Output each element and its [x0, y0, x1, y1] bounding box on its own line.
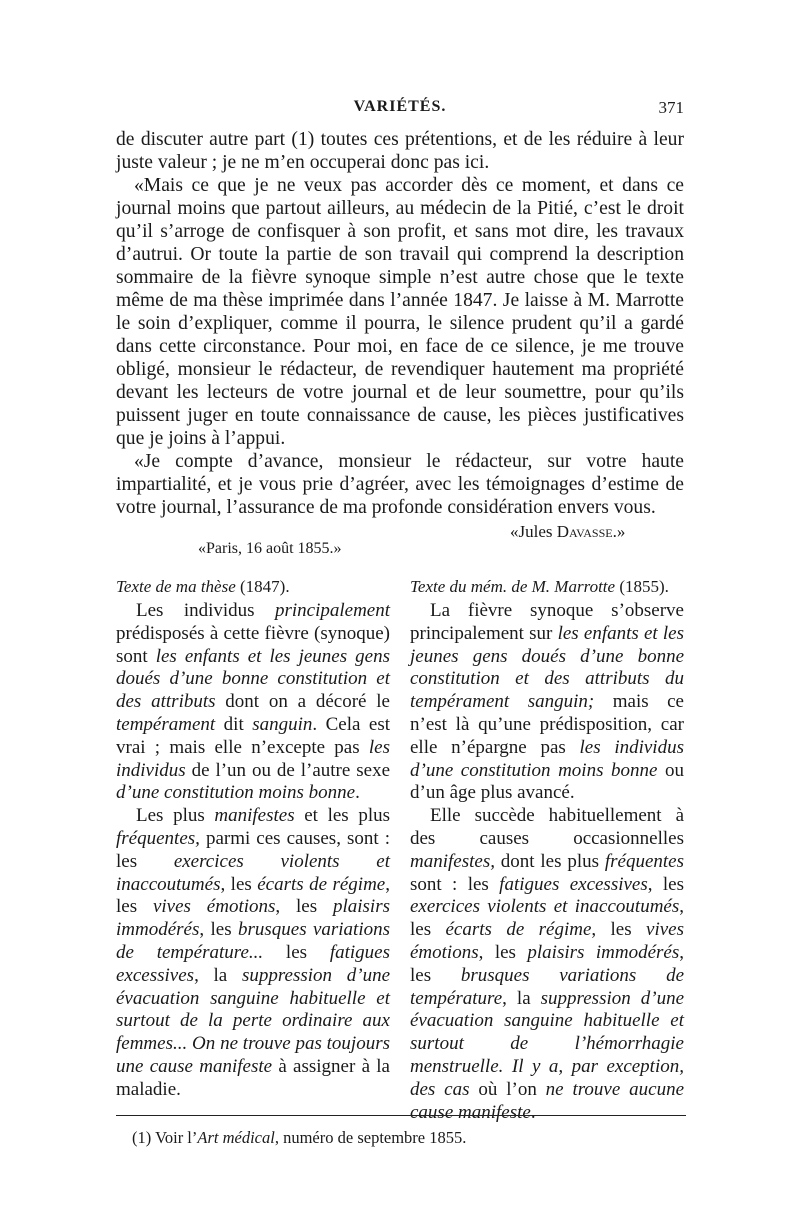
- text-run: suppression d’une évacuation sanguine habituelle et surtout de l’hémorrhagie menstruelle. Il y a, par exception, des cas: [410, 987, 685, 1100]
- footnote-title: Art médical: [197, 1128, 275, 1147]
- footnote-rule: [116, 1115, 686, 1116]
- text-run: ou d’un âge plus avancé.: [410, 759, 684, 804]
- right-paragraph-2: [410, 805, 684, 1124]
- signature-suffix: »: [616, 522, 626, 541]
- text-run: plaisirs immodérés: [116, 896, 391, 941]
- running-title: VARIÉTÉS.: [353, 98, 447, 115]
- text-run: , la: [194, 964, 242, 986]
- text-run: dont on a décoré le: [215, 691, 390, 713]
- signature-name: Davasse.: [556, 522, 617, 541]
- footnote-rest: , numéro de septembre 1855.: [274, 1128, 467, 1147]
- left-column: [116, 600, 390, 1102]
- footnote-lead: (1) Voir l’: [132, 1128, 198, 1147]
- text-run: fréquentes: [604, 850, 684, 872]
- text-run: dit: [215, 713, 253, 735]
- text-run: , les: [591, 919, 647, 941]
- text-run: dont les plus: [494, 850, 605, 872]
- text-run: vives émotions: [410, 919, 684, 963]
- text-run: exercices violents et inaccoutumés: [410, 896, 680, 918]
- text-run: La fièvre synoque s’observe principalement sur: [410, 600, 684, 644]
- text-run: . Cela est vrai ; mais elle n’excepte pas: [116, 713, 390, 758]
- text-run: manifestes: [214, 805, 295, 827]
- text-run: , les: [410, 941, 684, 986]
- text-run: les individus d’une constitution moins bonne: [410, 736, 684, 781]
- text-run: Les individus: [136, 600, 275, 621]
- text-run: fatigues excessives: [116, 941, 390, 986]
- text-run: de l’un ou de l’autre sexe: [185, 759, 390, 781]
- text-run: , les: [220, 873, 258, 895]
- text-run: brusques variations de température...: [116, 919, 390, 963]
- text-run: .: [530, 1101, 536, 1123]
- left-heading-title: Texte de ma thèse: [116, 577, 236, 596]
- text-run: , les: [275, 896, 333, 918]
- text-run: d’une constitution moins bonne: [116, 782, 356, 804]
- text-run: , les: [116, 873, 390, 918]
- dateline: «Paris, 16 août 1855.»: [198, 540, 342, 557]
- paragraph-continuation: de discuter autre part (1) toutes ces prétentions, et de les réduire à leur juste valeur ; je ne m’en occuperai donc pas ici.: [116, 129, 684, 173]
- right-heading-year: (1855).: [615, 577, 669, 596]
- right-heading-title: Texte du mém. de M. Marrotte: [410, 577, 616, 596]
- paragraph-claim: «Mais ce que je ne veux pas accorder dès ce moment, et dans ce journal moins que partout ailleurs, au médecin de la Pitié, c’est le droit qu’il s’arroge de confisquer à son profit, et sans mot dire, les travaux d’autrui. Or toute la partie de son travail qui comprend la description sommaire de la fièvre synoque simple n’est autre chose que le texte même de ma thèse imprimée dans l’année 1847. Je laisse à M. Marrotte le soin d’expliquer, comme il pourra, le silence prudent qu’il a gardé dans cette circonstance. Pour moi, en face de ce silence, je me trouve obligé, monsieur le rédacteur, de revendiquer hautement ma propriété devant les lecteurs de votre journal et de leur soumettre, pour qu’ils puissent juger en toute connaissance de cause, les pièces justificatives que je joins à l’appui.: [116, 175, 684, 449]
- text-run: fatigues excessives: [499, 873, 648, 895]
- text-run: parmi ces causes, sont : les: [116, 827, 390, 872]
- text-run: prédisposés à cette fièvre (synoque) sont: [116, 622, 390, 667]
- page-number: 371: [658, 98, 684, 117]
- text-run: , les: [199, 919, 238, 941]
- text-run: ne trouve aucune cause manifeste: [410, 1078, 685, 1123]
- signature: [510, 522, 625, 542]
- text-run: et les plus: [294, 805, 390, 827]
- letter-body: [116, 128, 684, 519]
- text-run: Les plus: [136, 805, 215, 827]
- paragraph-closing: «Je compte d’avance, monsieur le rédacteur, sur votre haute impartialité, et je vous prie d’agréer, avec les témoignages d’estime de votre journal, l’assurance de ma profonde considération envers vous.: [116, 451, 684, 518]
- text-run: sanguin: [252, 713, 313, 735]
- text-run: , les: [410, 896, 684, 941]
- text-run: écarts de régime: [445, 919, 592, 941]
- text-run: Elle succède habituellement à des causes occasionnelles: [410, 805, 684, 849]
- text-run: .: [355, 782, 360, 804]
- text-run: écarts de régime: [257, 873, 386, 895]
- text-run: suppression d’une évacuation sanguine habituelle et surtout de la perte ordinaire aux femmes... On ne trouve pas toujours une cause manifeste: [116, 964, 391, 1077]
- text-run: tempérament: [116, 713, 216, 735]
- right-column-heading: [410, 577, 669, 597]
- running-head: [116, 98, 684, 122]
- text-run: , les: [647, 873, 684, 895]
- right-column: [410, 600, 684, 1124]
- text-run: manifestes,: [410, 850, 495, 872]
- right-paragraph-1: [410, 600, 684, 805]
- text-run: où l’on: [469, 1078, 546, 1100]
- text-run: , la: [502, 987, 541, 1009]
- text-run: vives émotions: [152, 896, 276, 918]
- text-run: , les: [478, 941, 528, 963]
- left-paragraph-2: [116, 805, 390, 1101]
- text-run: plaisirs immodérés: [527, 941, 680, 963]
- footnote: [132, 1128, 466, 1148]
- text-run: les enfants et les jeunes gens doués d’une bonne constitution et des attributs du tempérament sanguin;: [410, 622, 684, 713]
- text-run: principalement: [274, 600, 390, 621]
- text-run: brusques variations de température: [410, 964, 685, 1009]
- text-run: les enfants et les jeunes gens doués d’une bonne constitution et des attributs: [116, 645, 390, 713]
- text-run: sont : les: [410, 873, 500, 895]
- text-run: mais ce n’est là qu’une prédisposition, car elle n’épargne pas: [410, 691, 684, 758]
- text-run: fréquentes,: [116, 827, 200, 849]
- signature-prefix: «Jules: [510, 522, 557, 541]
- text-run: à assigner à la maladie.: [116, 1055, 390, 1100]
- left-heading-year: (1847).: [235, 577, 290, 596]
- text-run: exercices violents et inaccoutumés: [116, 850, 390, 895]
- text-run: les: [263, 941, 330, 963]
- left-paragraph-1: [116, 600, 390, 805]
- left-column-heading: [116, 577, 290, 597]
- text-run: les individus: [116, 736, 390, 781]
